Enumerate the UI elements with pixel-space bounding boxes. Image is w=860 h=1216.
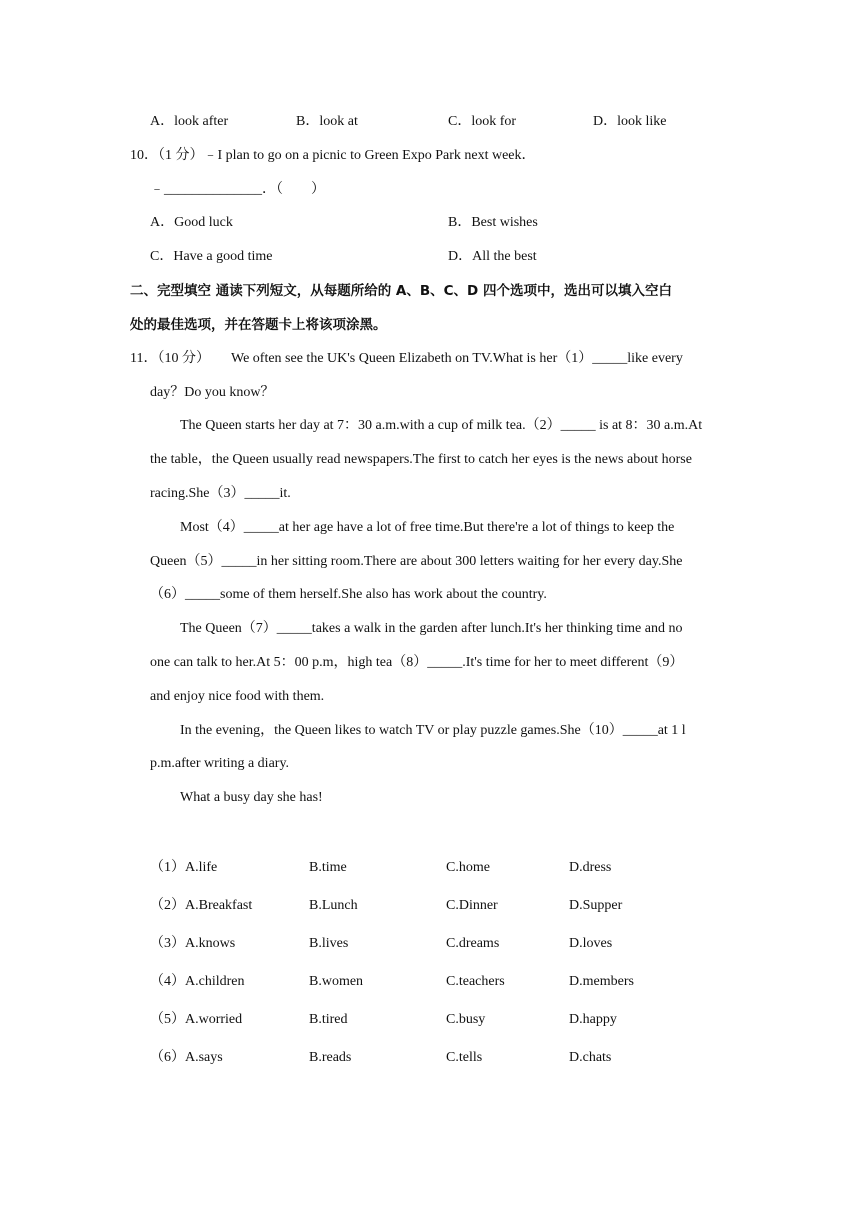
choice-c: C.home: [446, 860, 490, 875]
choice-d: D.chats: [569, 1050, 612, 1065]
choice-b: B.time: [309, 860, 347, 875]
q10-option-d: D．All the best: [448, 249, 537, 264]
passage-line: The Queen starts her day at 7：30 a.m.with a cup of milk tea.（2）_____ is at 8：30 a.m.At: [180, 418, 703, 433]
choice-a: （2）A.Breakfast: [150, 898, 253, 913]
passage-line: p.m.after writing a diary.: [150, 756, 290, 771]
section2-heading-line2: 处的最佳选项，并在答题卡上将该项涂黑。: [130, 317, 387, 333]
choice-d: D.Supper: [569, 898, 623, 913]
passage-line: In the evening，the Queen likes to watch TV or play puzzle games.She（10）_____at 1 l: [180, 723, 686, 738]
q10-option-a: A．Good luck: [150, 215, 233, 230]
choice-d: D.loves: [569, 936, 613, 951]
choice-a: （6）A.says: [150, 1050, 223, 1065]
choice-d: D.happy: [569, 1012, 617, 1027]
choice-d: D.dress: [569, 860, 612, 875]
choice-b: B.lives: [309, 936, 349, 951]
choice-a: （1）A.life: [150, 860, 218, 875]
q9-option-c: C．look for: [448, 114, 517, 129]
choice-b: B.Lunch: [309, 898, 358, 913]
choice-b: B.tired: [309, 1012, 348, 1027]
q9-option-d: D．look like: [593, 114, 667, 129]
choice-c: C.tells: [446, 1050, 483, 1065]
passage-line: racing.She（3）_____it.: [150, 486, 291, 501]
q10-answer-line: ﹣______________．（ ）: [150, 182, 325, 197]
choice-c: C.busy: [446, 1012, 486, 1027]
section2-heading-line1: 二、完型填空 通读下列短文，从每题所给的 A、B、C、D 四个选项中，选出可以填入空白: [130, 283, 672, 299]
choice-c: C.Dinner: [446, 898, 498, 913]
q10-stem: 10．（1 分）﹣I plan to go on a picnic to Green Expo Park next week．: [130, 148, 536, 163]
passage-line: What a busy day she has!: [180, 790, 323, 805]
passage-line: and enjoy nice food with them.: [150, 689, 325, 704]
choice-b: B.women: [309, 974, 364, 989]
choice-b: B.reads: [309, 1050, 352, 1065]
choice-a: （4）A.children: [150, 974, 245, 989]
passage-line: Queen（5）_____in her sitting room.There are about 300 letters waiting for her every day.She: [150, 554, 683, 569]
passage-line: one can talk to her.At 5：00 p.m，high tea（8）_____.It's time for her to meet different（9）: [150, 655, 684, 670]
q9-option-a: A．look after: [150, 114, 229, 129]
passage-line: The Queen（7）_____takes a walk in the garden after lunch.It's her thinking time and no: [180, 621, 683, 636]
q10-option-c: C．Have a good time: [150, 249, 273, 264]
passage-line: 11．（10 分） We often see the UK's Queen Elizabeth on TV.What is her（1）_____like every: [130, 351, 683, 366]
choice-c: C.teachers: [446, 974, 505, 989]
passage-line: day？Do you know？: [150, 385, 275, 400]
q10-option-b: B．Best wishes: [448, 215, 538, 230]
choice-d: D.members: [569, 974, 634, 989]
choice-c: C.dreams: [446, 936, 500, 951]
passage-line: Most（4）_____at her age have a lot of free time.But there're a lot of things to keep the: [180, 520, 675, 535]
q9-option-b: B．look at: [296, 114, 358, 129]
choice-a: （3）A.knows: [150, 936, 236, 951]
choice-a: （5）A.worried: [150, 1012, 243, 1027]
passage-line: （6）_____some of them herself.She also has work about the country.: [150, 587, 547, 602]
passage-line: the table，the Queen usually read newspapers.The first to catch her eyes is the news about horse: [150, 452, 692, 467]
